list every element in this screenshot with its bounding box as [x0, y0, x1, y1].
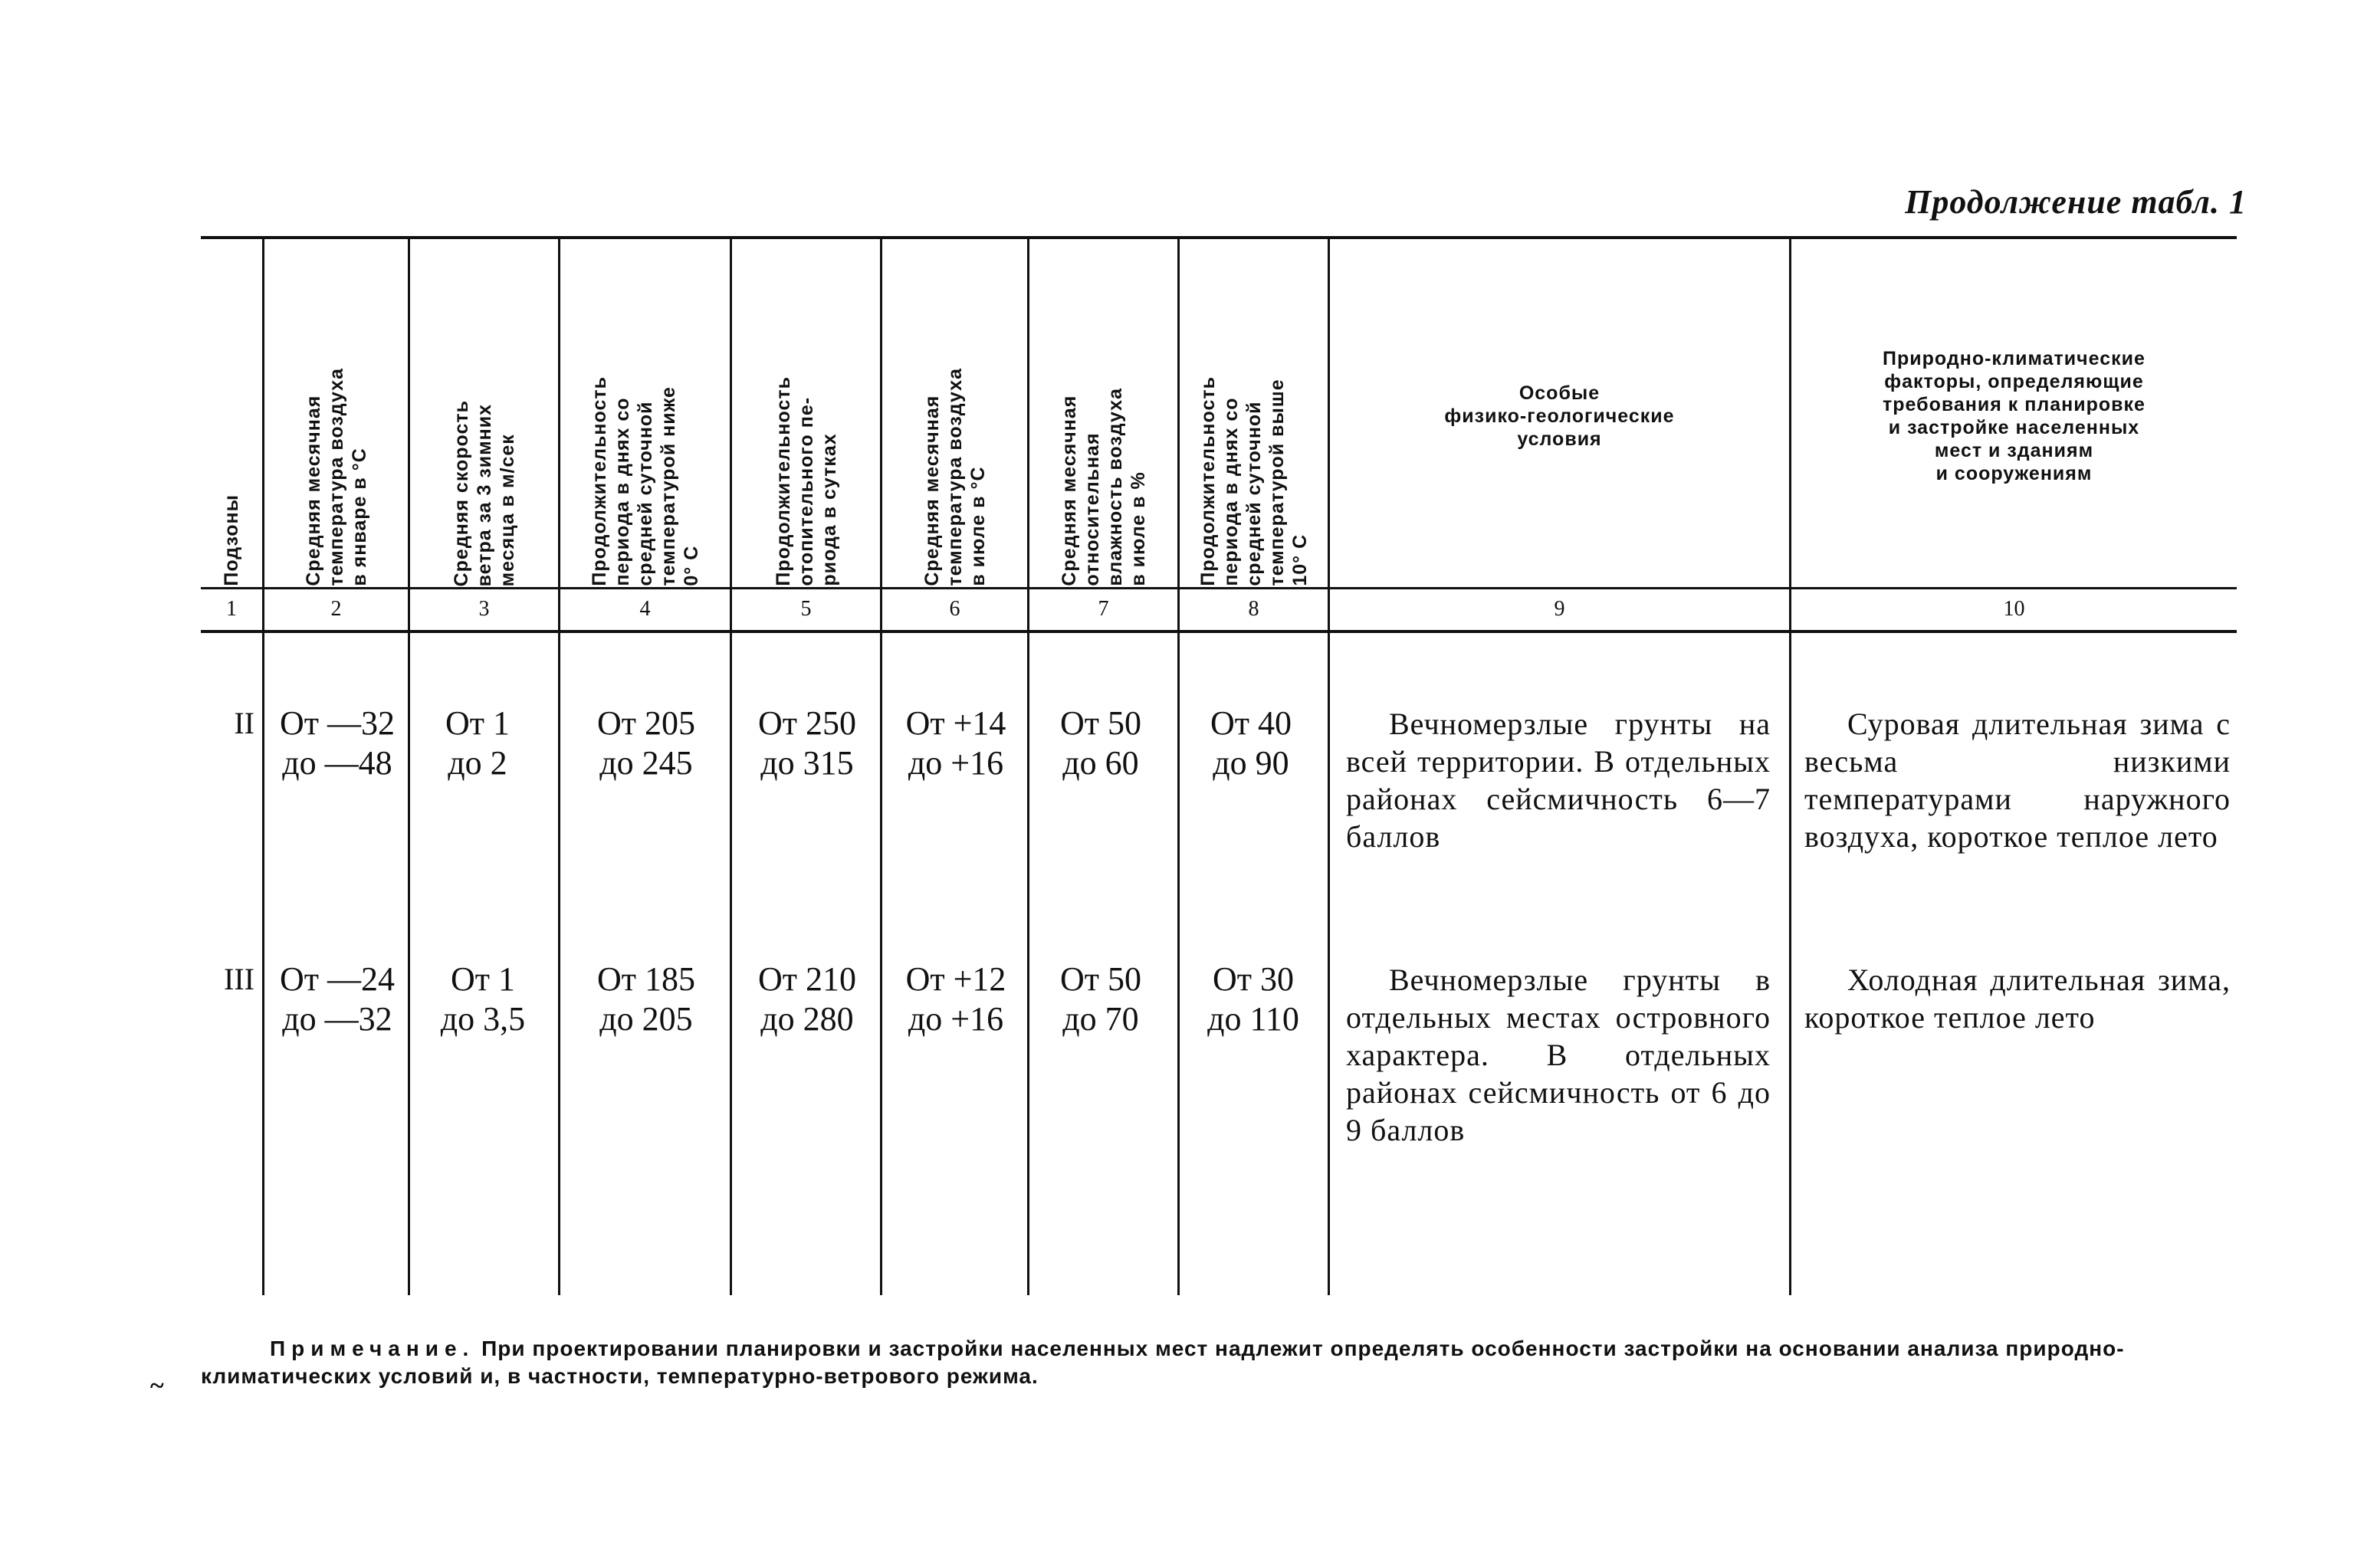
- warm-days-cell: От 40 до 90: [1210, 704, 1292, 782]
- heating-period-cell: От 210 до 280: [757, 960, 856, 1038]
- header-col-5-label: Продолжительность отопительного пе- риода в сутках: [772, 376, 840, 586]
- header-col-2-label: Средняя месячная температура воздуха в январе в °С: [302, 368, 370, 586]
- wind-speed-cell: От 1 до 2: [445, 704, 510, 782]
- header-col-6: [882, 245, 1027, 586]
- geology-cell: Вечномерзлые грунты в отдельных местах островного характера. В отдельных районах сейсмичность от 6 до 9 баллов: [1346, 963, 1771, 1147]
- header-col-3: [410, 245, 558, 586]
- wind-speed-cell: От 1 до 3,5: [440, 960, 526, 1038]
- header-col-7: [1029, 245, 1177, 586]
- table-top-rule: [201, 236, 2237, 239]
- header-col-4: [560, 245, 730, 586]
- header-col-4-label: Продолжительность периода в днях со средней суточной температурой ниже 0° С: [588, 376, 702, 586]
- jan-temp-cell: От —24 до —32: [279, 960, 395, 1038]
- zone-label: II: [234, 706, 254, 740]
- header-col-8-label: Продолжительность периода в днях со средней суточной температурой выше 10° С: [1197, 376, 1311, 586]
- note-lead: Примечание.: [270, 1337, 475, 1360]
- jan-temp-cell: От —32 до —48: [279, 704, 395, 782]
- header-col-9: Особые физико-геологические условия: [1444, 382, 1675, 450]
- page-mark: ~: [150, 1372, 164, 1400]
- humidity-cell: От 50 до 60: [1059, 704, 1141, 782]
- zone-label: III: [224, 962, 254, 996]
- heating-period-cell: От 250 до 315: [757, 704, 856, 782]
- column-number: 10: [2003, 597, 2025, 621]
- header-col-3-label: Средняя скорость ветра за 3 зимних месяца в м/сек: [450, 399, 518, 586]
- column-number: 4: [639, 597, 651, 621]
- header-col-6-label: Средняя месячная температура воздуха в июле в °С: [921, 368, 989, 586]
- column-number: 5: [800, 597, 812, 621]
- numbers-bottom-rule: [201, 630, 2237, 633]
- geology-cell: Вечномерзлые грунты на всей территории. В отдельных районах сейсмичность 6—7 баллов: [1346, 707, 1771, 854]
- climate-factors-cell: Холодная длительная зима, короткое теплое лето: [1804, 963, 2231, 1035]
- header-col-2: [264, 245, 408, 586]
- column-number: 9: [1554, 597, 1565, 621]
- column-number: 6: [949, 597, 960, 621]
- climate-table: [201, 230, 2237, 1295]
- column-number: 1: [226, 597, 237, 621]
- jul-temp-cell: От +14 до +16: [905, 704, 1006, 782]
- climate-factors-cell: Суровая длительная зима с весьма низкими температурами наружного воздуха, короткое теплое лето: [1804, 707, 2231, 854]
- header-col-1: [201, 245, 262, 586]
- jul-temp-cell: От +12 до +16: [905, 960, 1006, 1038]
- table-note: [201, 1335, 2237, 1390]
- table-caption: Продолжение табл. 1: [1905, 183, 2247, 221]
- warm-days-cell: От 30 до 110: [1207, 960, 1299, 1038]
- header-bottom-rule: [201, 587, 2237, 589]
- header-col-10: Природно-климатические факторы, определяющие требования к планировке и застройке населенных мест и зданиям и сооружениям: [1883, 347, 2146, 484]
- note-text: При проектировании планировки и застройки населенных мест надлежит определять особенности застройки на основании анализа природно-климатических условий и, в частности, температурно-ветрового режима.: [201, 1337, 2125, 1388]
- header-col-1-label: Подзоны: [221, 494, 242, 586]
- header-col-5: [732, 245, 880, 586]
- humidity-cell: От 50 до 70: [1059, 960, 1141, 1038]
- header-col-8: [1180, 245, 1328, 586]
- column-number: 3: [478, 597, 490, 621]
- column-number: 7: [1098, 597, 1109, 621]
- column-number: 2: [330, 597, 342, 621]
- frost-days-cell: От 205 до 245: [596, 704, 695, 782]
- frost-days-cell: От 185 до 205: [596, 960, 695, 1038]
- header-col-7-label: Средняя месячная относительная влажность воздуха в июле в %: [1058, 388, 1149, 586]
- column-number: 8: [1248, 597, 1259, 621]
